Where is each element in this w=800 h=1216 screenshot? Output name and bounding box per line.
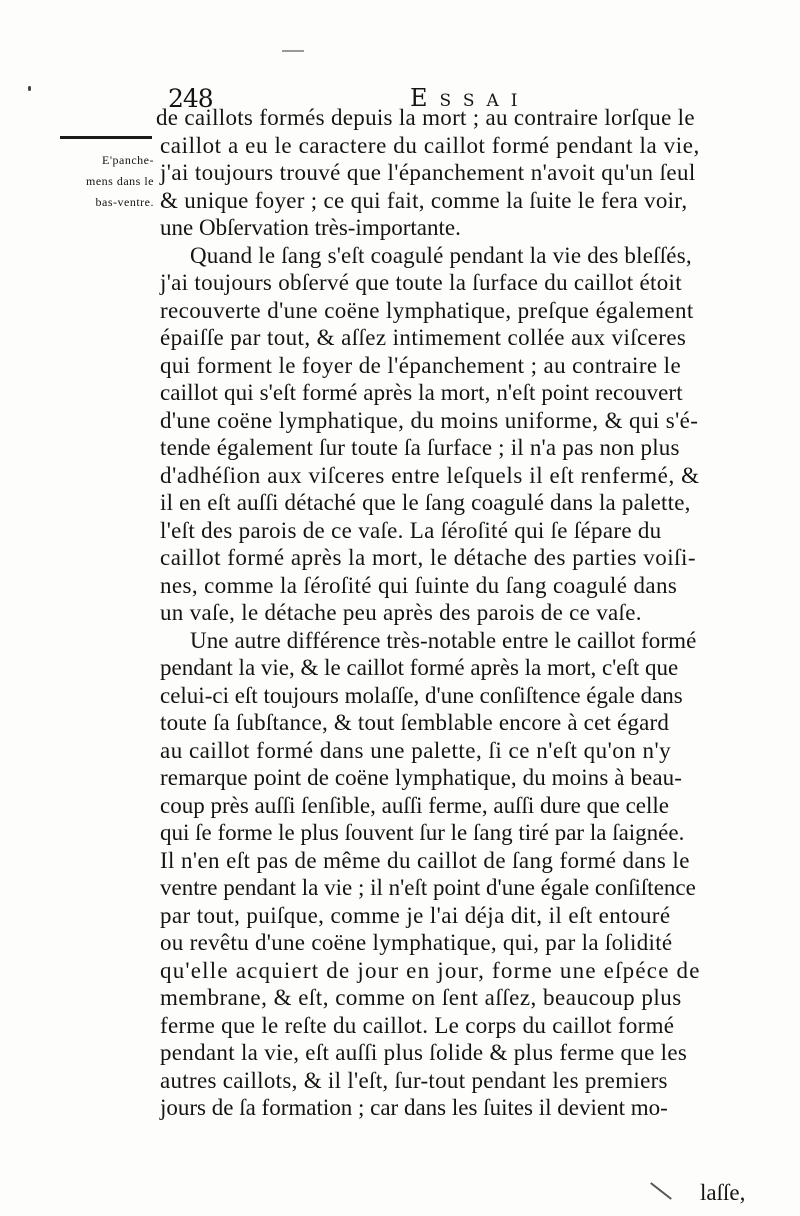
ink-speck xyxy=(28,86,31,91)
marginal-note-line: E'panche- xyxy=(102,153,154,167)
text-line: autres caillots, & il l'eſt, ſur-tout pendant les premiers xyxy=(160,1067,668,1093)
text-line: j'ai toujours trouvé que l'épanchement n'avoit qu'un ſeul xyxy=(160,160,696,185)
text-line: ventre pendant la vie ; il n'eſt point d'une égale conſiſtence xyxy=(160,875,696,900)
text-line: pendant la vie, & le caillot formé après la mort, c'eſt que xyxy=(160,655,679,680)
text-line: caillot a eu le caractere du caillot formé pendant la vie, xyxy=(160,132,700,158)
text-line: au caillot formé dans une palette, ſi ce n'eſt qu'on n'y xyxy=(160,737,672,763)
text-line: l'eſt des parois de ce vaſe. La ſéroſité qui ſe ſépare du xyxy=(160,517,662,543)
text-line: une Obſervation très-importante. xyxy=(160,215,461,240)
text-line: toute ſa ſubſtance, & tout ſemblable encore à cet égard xyxy=(160,710,670,735)
text-line: Il n'en eſt pas de même du caillot de ſang formé dans le xyxy=(160,847,690,873)
text-line: Une autre différence très-notable entre le caillot formé xyxy=(190,627,697,653)
text-line: épaiſſe par tout, & aſſez intimement collée aux viſceres xyxy=(160,325,687,350)
text-line: de caillots formés depuis la mort ; au contraire lorſque le xyxy=(156,105,695,130)
running-head: Essai xyxy=(410,84,530,112)
text-line: tende également ſur toute ſa ſurface ; il n'a pas non plus xyxy=(160,435,680,460)
text-line: ferme que le reſte du caillot. Le corps du caillot formé xyxy=(160,1012,675,1038)
text-line: qui forment le foyer de l'épanchement ; au contraire le xyxy=(160,352,682,378)
text-line: ou revêtu d'une coëne lymphatique, qui, par la ſolidité xyxy=(160,930,673,955)
text-line: Quand le ſang s'eſt coagulé pendant la vie des bleſſés, xyxy=(190,242,692,268)
text-line: jours de ſa formation ; car dans les ſuites il devient mo- xyxy=(160,1095,668,1120)
marginal-note-line: bas-ventre. xyxy=(95,195,154,209)
text-line: par tout, puiſque, comme je l'ai déja dit, il eſt entouré xyxy=(160,902,671,928)
text-line: il en eſt auſſi détaché que le ſang coagulé dans la palette, xyxy=(160,490,691,515)
body-text xyxy=(156,104,766,1122)
corner-mark xyxy=(650,1182,672,1200)
text-line: celui-ci eſt toujours molaſſe, d'une conſiſtence égale dans xyxy=(160,682,683,708)
text-line: qui ſe forme le plus ſouvent ſur le ſang tiré par la ſaignée. xyxy=(160,820,685,845)
text-line: membrane, & eſt, comme on ſent aſſez, beaucoup plus xyxy=(160,985,682,1010)
marginal-note-line: mens dans le xyxy=(86,174,154,188)
page-number: 248 xyxy=(168,84,213,113)
text-line: j'ai toujours obſervé que toute la ſurface du caillot étoit xyxy=(160,270,682,295)
text-line: & unique foyer ; ce qui fait, comme la ſuite le fera voir, xyxy=(160,187,688,213)
text-line: un vaſe, le détache peu après des parois de ce vaſe. xyxy=(160,600,642,625)
text-line: coup près auſſi ſenſible, auſſi ferme, auſſi dure que celle xyxy=(160,792,669,818)
text-line: d'une coëne lymphatique, du moins uniforme, & qui s'é- xyxy=(160,407,699,433)
marginal-rule xyxy=(60,136,152,139)
text-line: nes, comme la ſéroſité qui ſuinte du ſang coagulé dans xyxy=(160,572,678,598)
text-line: pendant la vie, eſt auſſi plus ſolide & plus ferme que les xyxy=(160,1040,688,1065)
printer-mark xyxy=(282,50,304,52)
text-line: caillot qui s'eſt formé après la mort, n'eſt point recouvert xyxy=(160,380,683,405)
text-line: recouverte d'une coëne lymphatique, preſque également xyxy=(160,297,694,323)
catchword: laſſe, xyxy=(700,1180,746,1205)
text-line: remarque point de coëne lymphatique, du moins à beau- xyxy=(160,765,682,790)
text-line: d'adhéſion aux viſceres entre leſquels il eſt renfermé, & xyxy=(160,462,700,488)
text-line: qu'elle acquiert de jour en jour, forme une eſpéce de xyxy=(160,957,701,983)
text-line: caillot formé après la mort, le détache des parties voiſi- xyxy=(160,545,697,570)
marginal-note xyxy=(46,150,154,213)
